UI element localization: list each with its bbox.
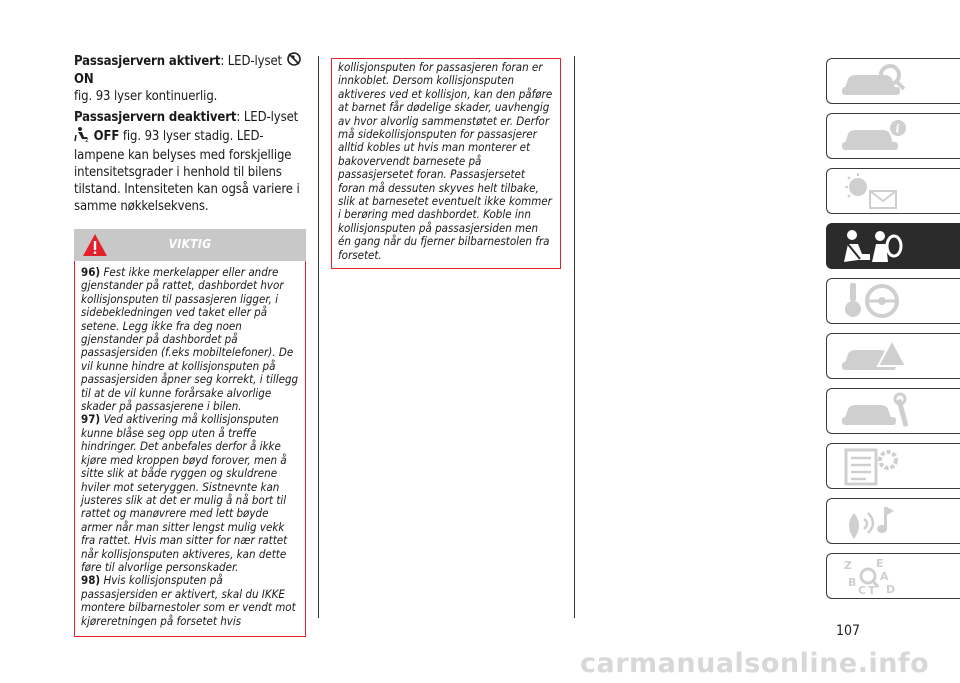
svg-text:i: i	[895, 122, 900, 136]
tab-car-warning[interactable]	[826, 333, 960, 379]
warning-item-98: 98) Hvis kollisjonsputen på passasjersiden er aktivert, skal du IKKE montere bilbarnestoler som er vendt mot kjøreretningen på forsetet hvis	[81, 573, 296, 628]
svg-text:C: C	[858, 584, 867, 596]
svg-text:Z: Z	[844, 559, 852, 572]
tab-car-info[interactable]	[826, 113, 960, 159]
column-divider-right	[574, 56, 575, 618]
svg-text:E: E	[876, 557, 884, 570]
tab-media-note[interactable]	[826, 498, 960, 544]
svg-text:2: 2	[85, 137, 89, 142]
passenger-airbag-off-paragraph: Passasjervern deaktivert: LED-lyset 2 OFF fig. 93 lyser stadig. LED-lampene kan belyses med forskjellige intensitetsgrader i henhold til bilens tilstand. Intensiteten kan også variere i samme nøkkelsekvens.	[74, 110, 300, 214]
heading-deactivated: Passasjervern deaktivert	[74, 110, 237, 125]
svg-text:A: A	[880, 570, 889, 583]
tab-car-search[interactable]	[826, 58, 960, 104]
seatbelt-airbag-icon	[836, 226, 946, 266]
page-number: 107	[836, 623, 861, 639]
svg-text:B: B	[848, 576, 857, 589]
tab-car-wrench[interactable]	[826, 388, 960, 434]
watermark: carmanualsonline.info	[580, 648, 930, 679]
warning-box	[74, 261, 306, 637]
tab-alphabetical-index[interactable]	[826, 553, 960, 599]
car-warning-icon	[836, 336, 946, 376]
airbag-off-icon	[286, 52, 302, 71]
chapter-tabs	[826, 58, 960, 608]
left-column	[74, 52, 306, 637]
specs-gear-icon	[836, 446, 946, 486]
warning-continuation-text: kollisjonsputen for passasjeren foran er innkoblet. Dersom kollisjonsputen aktiveres ved et kollisjon, kan den påføre at barnet får dødelige skader, uavhengig av hvor alvorlig sammenstøtet er. Derfor må sidekollisjonsputen for passasjerer alltid kobles ut hvis man monterer et bakovervendt barnesete på passasjersetet foran. Passasjersetet foran må dessuten skyves helt tilbake, slik at barnesetet eventuelt ikke kommer i berøring med dashbordet. Koble inn kollisjonsputen på passasjersiden men én gang når du fjerner bilbarnestolen fra forsetet.	[338, 60, 553, 262]
warning-title: VIKTIG	[168, 237, 212, 251]
led-on-label: ON	[74, 72, 94, 87]
key-steering-wheel-icon	[836, 281, 946, 321]
led-off-label: OFF	[93, 129, 120, 144]
warning-item-97: 97) Ved aktivering må kollisjonsputen kunne blåse seg opp uten å treffe hindringer. Det anbefales derfor å ikke kjøre med kroppen bøyd forover, men å sitte slik at både ryggen og skuldrene hviler mot seteryggen. Sistnevnte kan justeres slik at det er mulig å nå bort til rattet og manøvrere med lett bøyde armer når man sitter lengst mulig vekk fra rattet. Hvis man sitter for nær rattet når kollisjonsputen aktiveres, kan dette føre til alvorlige personskader.	[81, 412, 288, 574]
car-wrench-icon	[836, 391, 946, 431]
column-divider-left	[318, 56, 319, 618]
passenger-airbag-on-paragraph: Passasjervern aktivert: LED-lyset ON fig. 93 lyser kontinuerlig.	[74, 52, 306, 105]
warning-item-96: 96) Fest ikke merkelapper eller andre gjenstander på rattet, dashbordet hvor kollisjonsputen til passasjeren ligger, i sidebekledningen ved taket eller på setene. Legg ikke fra deg noen gjenstander på dashbordet på passasjersiden (f.eks mobiltelefoner). De vil kunne hindre at kollisjonsputen på passasjersiden åpner seg korrekt, i tillegg til at de vil kunne forårsake alvorlige skader på passasjerene i bilen.	[81, 265, 299, 414]
warning-continuation-box	[331, 58, 561, 269]
tab-lights-mail[interactable]	[826, 168, 960, 214]
car-info-icon	[836, 116, 946, 156]
passenger-airbag-icon	[74, 126, 90, 147]
tab-seatbelt-airbag[interactable]	[826, 223, 960, 269]
svg-text:T: T	[868, 584, 876, 596]
alphabetical-index-icon	[836, 556, 946, 596]
tab-key-steering[interactable]	[826, 278, 960, 324]
svg-text:D: D	[886, 583, 896, 596]
car-search-icon	[836, 61, 946, 101]
lights-mail-icon	[836, 171, 946, 211]
tab-specs-gear[interactable]	[826, 443, 960, 489]
warning-header	[74, 229, 306, 261]
media-note-icon	[836, 501, 946, 541]
heading-activated: Passasjervern aktivert	[74, 54, 221, 69]
